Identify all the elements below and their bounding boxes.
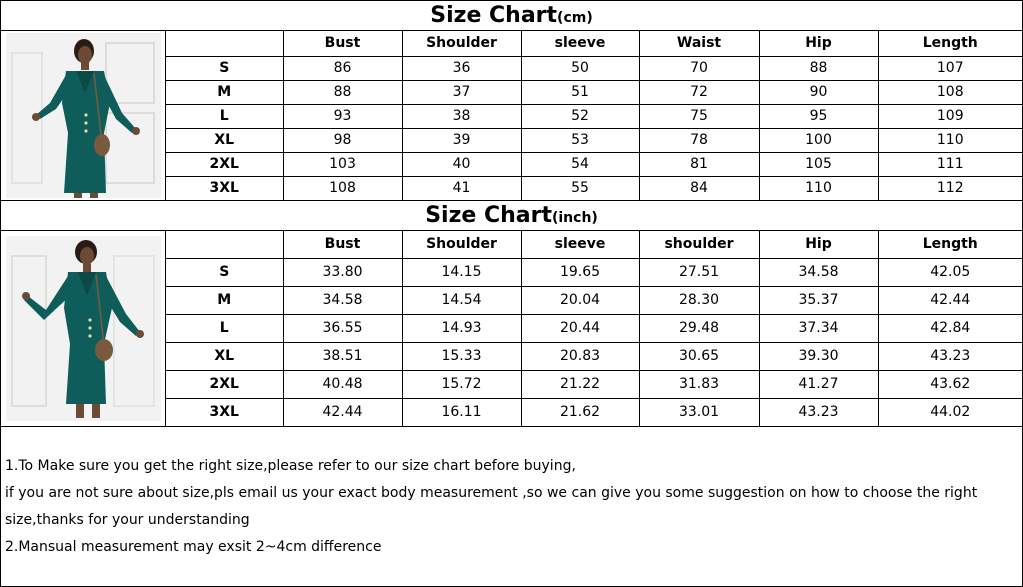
inch-header-shoulder-2: shoulder <box>639 231 759 258</box>
table-cell: 52 <box>521 104 639 128</box>
table-cell: 34.58 <box>759 258 878 286</box>
table-row <box>166 128 1022 152</box>
inch-header-length: Length <box>878 231 1022 258</box>
table-row <box>166 258 1022 286</box>
size-label: L <box>166 104 283 128</box>
table-cell: 95 <box>759 104 878 128</box>
inch-title-text: Size Chart <box>425 203 552 228</box>
table-cell: 42.84 <box>878 314 1022 342</box>
inch-header-sleeve: sleeve <box>521 231 639 258</box>
table-cell: 93 <box>283 104 402 128</box>
table-row <box>166 176 1022 200</box>
table-cell: 15.72 <box>402 370 521 398</box>
table-row <box>166 80 1022 104</box>
cm-title-unit: (cm) <box>557 10 593 26</box>
table-cell: 40 <box>402 152 521 176</box>
table-cell: 111 <box>878 152 1022 176</box>
table-cell: 108 <box>878 80 1022 104</box>
size-label: M <box>166 286 283 314</box>
table-cell: 30.65 <box>639 342 759 370</box>
table-cell: 38.51 <box>283 342 402 370</box>
table-cell: 40.48 <box>283 370 402 398</box>
table-row <box>166 56 1022 80</box>
table-cell: 28.30 <box>639 286 759 314</box>
inch-header-row <box>166 231 1022 258</box>
table-row <box>166 370 1022 398</box>
table-cell: 29.48 <box>639 314 759 342</box>
table-cell: 110 <box>759 176 878 200</box>
cm-size-table <box>166 31 1022 200</box>
inch-chart-title <box>1 201 1022 231</box>
table-cell: 33.80 <box>283 258 402 286</box>
note-line-3: size,thanks for your understanding <box>5 512 250 528</box>
table-cell: 31.83 <box>639 370 759 398</box>
table-cell: 112 <box>878 176 1022 200</box>
table-cell: 110 <box>878 128 1022 152</box>
table-row <box>166 314 1022 342</box>
table-cell: 54 <box>521 152 639 176</box>
table-cell: 14.15 <box>402 258 521 286</box>
inch-header-bust: Bust <box>283 231 402 258</box>
size-label: M <box>166 80 283 104</box>
table-cell: 34.58 <box>283 286 402 314</box>
table-row <box>166 286 1022 314</box>
table-cell: 15.33 <box>402 342 521 370</box>
table-row <box>166 104 1022 128</box>
table-cell: 78 <box>639 128 759 152</box>
table-cell: 84 <box>639 176 759 200</box>
table-cell: 20.44 <box>521 314 639 342</box>
table-cell: 33.01 <box>639 398 759 426</box>
table-cell: 88 <box>283 80 402 104</box>
table-cell: 72 <box>639 80 759 104</box>
note-line-4: 2.Mansual measurement may exsit 2~4cm difference <box>5 539 382 555</box>
table-cell: 14.54 <box>402 286 521 314</box>
cm-header-sleeve: sleeve <box>521 31 639 56</box>
inch-chart-block <box>1 231 1022 427</box>
cm-header-waist: Waist <box>639 31 759 56</box>
table-cell: 98 <box>283 128 402 152</box>
inch-header-hip: Hip <box>759 231 878 258</box>
table-cell: 42.05 <box>878 258 1022 286</box>
cm-header-shoulder: Shoulder <box>402 31 521 56</box>
table-cell: 88 <box>759 56 878 80</box>
table-cell: 41 <box>402 176 521 200</box>
table-cell: 44.02 <box>878 398 1022 426</box>
table-cell: 105 <box>759 152 878 176</box>
table-cell: 100 <box>759 128 878 152</box>
table-cell: 107 <box>878 56 1022 80</box>
dress-photo-cm <box>1 31 166 200</box>
cm-chart-block <box>1 31 1022 201</box>
cm-chart-title <box>1 1 1022 31</box>
table-cell: 103 <box>283 152 402 176</box>
size-label: 3XL <box>166 176 283 200</box>
table-cell: 39 <box>402 128 521 152</box>
table-row <box>166 342 1022 370</box>
table-cell: 51 <box>521 80 639 104</box>
inch-size-table <box>166 231 1022 426</box>
inch-header-size <box>166 231 283 258</box>
size-label: 3XL <box>166 398 283 426</box>
table-cell: 42.44 <box>878 286 1022 314</box>
dress-model-image <box>6 33 161 198</box>
table-cell: 14.93 <box>402 314 521 342</box>
size-label: 2XL <box>166 152 283 176</box>
table-cell: 27.51 <box>639 258 759 286</box>
table-cell: 81 <box>639 152 759 176</box>
cm-title-text: Size Chart <box>430 3 558 28</box>
table-cell: 55 <box>521 176 639 200</box>
table-cell: 53 <box>521 128 639 152</box>
size-label: XL <box>166 342 283 370</box>
table-cell: 43.23 <box>878 342 1022 370</box>
table-cell: 37.34 <box>759 314 878 342</box>
table-cell: 36 <box>402 56 521 80</box>
table-cell: 50 <box>521 56 639 80</box>
cm-header-row <box>166 31 1022 56</box>
table-row <box>166 398 1022 426</box>
note-line-2: if you are not sure about size,pls email us your exact body measurement ,so we can give you some suggestion on how to choose the right <box>5 485 978 501</box>
table-cell: 70 <box>639 56 759 80</box>
size-label: XL <box>166 128 283 152</box>
cm-header-hip: Hip <box>759 31 878 56</box>
inch-title-unit: (inch) <box>551 210 598 226</box>
dress-model-image <box>6 236 161 421</box>
table-cell: 19.65 <box>521 258 639 286</box>
cm-header-size <box>166 31 283 56</box>
table-cell: 42.44 <box>283 398 402 426</box>
table-cell: 109 <box>878 104 1022 128</box>
size-label: S <box>166 258 283 286</box>
size-label: 2XL <box>166 370 283 398</box>
note-line-1: 1.To Make sure you get the right size,please refer to our size chart before buying, <box>5 458 576 474</box>
sizing-notes <box>1 427 1022 561</box>
inch-header-shoulder: Shoulder <box>402 231 521 258</box>
table-cell: 21.62 <box>521 398 639 426</box>
table-cell: 21.22 <box>521 370 639 398</box>
table-cell: 20.04 <box>521 286 639 314</box>
size-label: L <box>166 314 283 342</box>
table-cell: 37 <box>402 80 521 104</box>
table-cell: 16.11 <box>402 398 521 426</box>
cm-header-length: Length <box>878 31 1022 56</box>
table-cell: 38 <box>402 104 521 128</box>
table-row <box>166 152 1022 176</box>
table-cell: 36.55 <box>283 314 402 342</box>
table-cell: 20.83 <box>521 342 639 370</box>
table-cell: 35.37 <box>759 286 878 314</box>
cm-header-bust: Bust <box>283 31 402 56</box>
table-cell: 108 <box>283 176 402 200</box>
table-cell: 39.30 <box>759 342 878 370</box>
table-cell: 75 <box>639 104 759 128</box>
size-label: S <box>166 56 283 80</box>
dress-photo-inch <box>1 231 166 426</box>
table-cell: 86 <box>283 56 402 80</box>
table-cell: 43.23 <box>759 398 878 426</box>
table-cell: 90 <box>759 80 878 104</box>
table-cell: 43.62 <box>878 370 1022 398</box>
table-cell: 41.27 <box>759 370 878 398</box>
